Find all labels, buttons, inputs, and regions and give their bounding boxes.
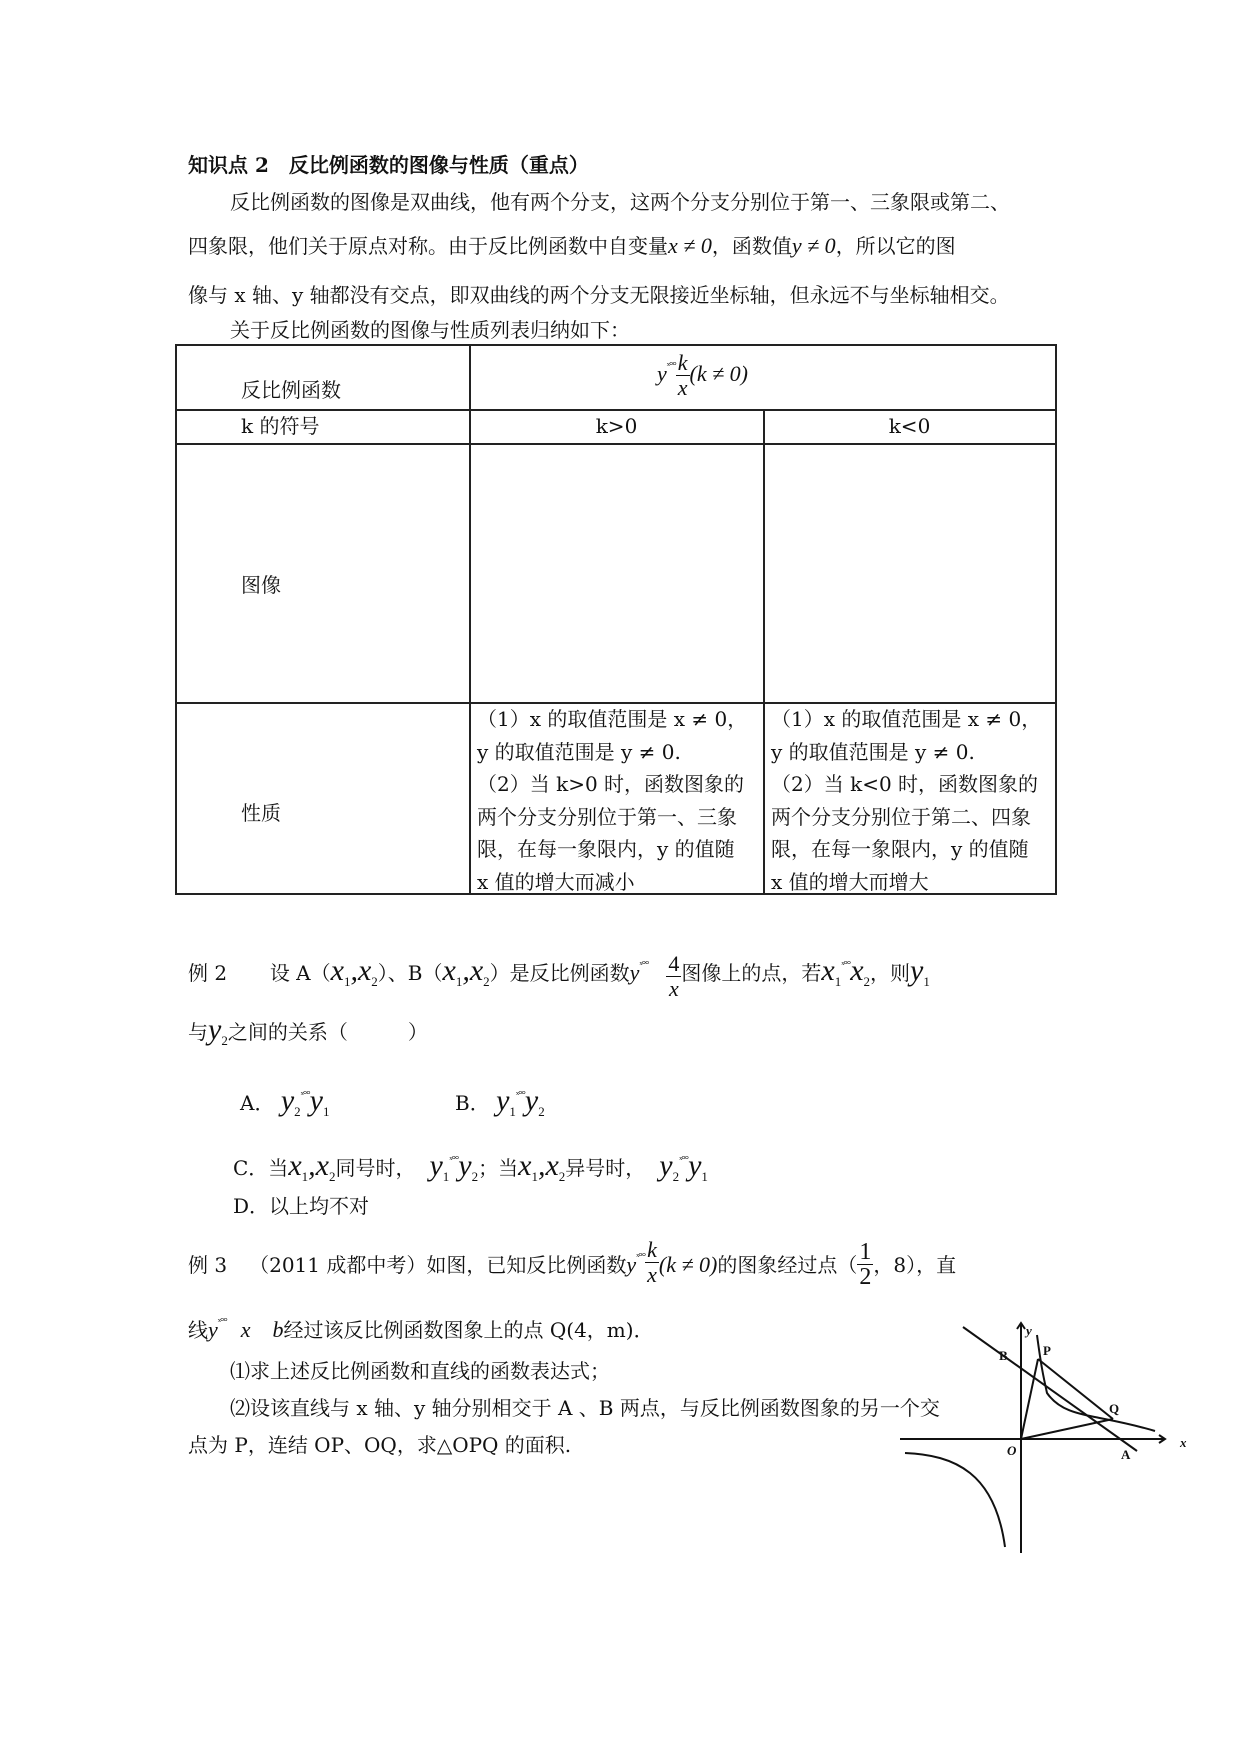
- ex2-function: $y^{ˣ^\circ^\circ}$ $\frac{4}{x}$: [629, 951, 680, 1001]
- prop-line: x 值的增大而减小: [477, 869, 635, 894]
- example-3-line-1: [188, 1232, 956, 1290]
- prop-line: y 的取值范围是 y ≠ 0.: [477, 739, 681, 764]
- fraction-half: $\frac{1}{2}$: [859, 1239, 872, 1290]
- example-3-line-2: 线$y^{ˣ^\circ^\circ}$ x b经过该反比例函数图象上的点 Q(4，m)．: [188, 1316, 654, 1342]
- example-2-line-1: [188, 945, 930, 1002]
- y2: $y_2$: [208, 1013, 228, 1048]
- ex2-text: 设 A（: [269, 961, 331, 985]
- option-b: B． $y_1^{ˣ^\circ^\circ}y_2$: [455, 1084, 545, 1119]
- garbled-glyph: ˣ°°: [666, 360, 676, 372]
- ex2-text: 之间的关系（ ）: [227, 1020, 428, 1044]
- question-1: ⑴求上述反比例函数和直线的函数表达式；: [230, 1359, 610, 1383]
- properties-table: [175, 344, 1057, 895]
- row-label-sign: k 的符号: [241, 414, 320, 438]
- prop-line: （2）当 k>0 时，函数图象的: [477, 772, 745, 796]
- ex3-text: 的图象经过点（: [717, 1253, 858, 1277]
- formula-y: y: [657, 361, 667, 386]
- frac-den: x: [677, 375, 688, 401]
- formula-condition: (k ≠ 0): [689, 361, 749, 386]
- hyperbola-figure: [895, 1315, 1200, 1555]
- label-p: P: [1043, 1343, 1051, 1358]
- x1: $x_1,x_2$: [330, 954, 378, 989]
- prop-line: （1）x 的取值范围是 x ≠ 0，: [771, 707, 1042, 731]
- intro-line-2: [188, 231, 956, 261]
- example-3-label: 例 3: [188, 1253, 228, 1277]
- header-k-negative: k<0: [888, 414, 931, 438]
- intro-text: ，所以它的图: [835, 234, 956, 258]
- ex2-text: 与: [188, 1020, 208, 1044]
- section-heading: 知识点 2 反比例函数的图像与性质（重点）: [188, 153, 589, 177]
- prop-line: y 的取值范围是 y ≠ 0.: [771, 739, 975, 764]
- frac-num: k: [677, 350, 688, 376]
- condition-x: x ≠ 0: [668, 233, 712, 258]
- intro-line-1: 反比例函数的图像是双曲线，他有两个分支，这两个分支分别位于第一、三象限或第二、: [230, 190, 1010, 214]
- header-k-positive: k>0: [595, 414, 638, 438]
- ex3-function: $y^{ˣ^\circ^\circ}$ $\frac{k}{x}$ (k ≠ 0): [626, 1237, 718, 1287]
- question-2-cont: 点为 P，连结 OP、OQ，求△OPQ 的面积.: [188, 1433, 572, 1457]
- x1-rel-x2: $x_1^{ˣ^\circ^\circ}x_2$: [821, 954, 871, 989]
- prop-line: 限，在每一象限内，y 的值随: [771, 837, 1029, 861]
- prop-line: （1）x 的取值范围是 x ≠ 0，: [477, 707, 748, 731]
- properties-k-negative: [771, 703, 1041, 898]
- intro-line-3: 像与 x 轴、y 轴都没有交点，即双曲线的两个分支无限接近坐标轴，但永远不与坐标轴相交。: [188, 283, 1010, 307]
- fraction-k-over-x: [676, 351, 690, 400]
- formula: [657, 350, 748, 400]
- question-2: ⑵设该直线与 x 轴、y 轴分别相交于 A 、B 两点，与反比例函数图象的另一个交: [230, 1396, 940, 1420]
- ex3-text: ，8），直: [873, 1253, 957, 1277]
- table-intro: 关于反比例函数的图像与性质列表归纳如下：: [230, 318, 630, 342]
- row-label-properties: 性质: [241, 801, 281, 825]
- intro-text: ，函数值: [711, 234, 792, 258]
- prop-line: 两个分支分别位于第一、三象: [477, 804, 737, 829]
- y1: $y_1$: [910, 954, 930, 989]
- prop-line: 限，在每一象限内，y 的值随: [477, 837, 735, 861]
- ex2-text: ）是反比例函数: [489, 961, 630, 985]
- x1-x2: $x_1,x_2$: [442, 954, 490, 989]
- hyperbola-branch-3: [905, 1453, 1005, 1547]
- properties-k-positive: [477, 703, 747, 898]
- condition-y: y ≠ 0: [791, 233, 836, 258]
- example-2-label: 例 2: [188, 961, 228, 985]
- prop-line: 两个分支分别位于第二、四象: [771, 804, 1031, 829]
- prop-line: （2）当 k<0 时，函数图象的: [771, 772, 1039, 796]
- intro-text: 四象限，他们关于原点对称。由于反比例函数中自变量: [188, 234, 668, 258]
- ex2-text: ，则: [870, 961, 911, 985]
- row-label-function: 反比例函数: [241, 378, 341, 402]
- option-c: C．当$x_1,x_2$同号时， $y_1^{ˣ^\circ^\circ}y_2$；当$x_1,x_2$异号时， $y_2^{ˣ^\circ^\circ}y_1$: [233, 1149, 708, 1184]
- label-b: B: [999, 1348, 1008, 1363]
- label-q: Q: [1109, 1401, 1120, 1416]
- label-o: O: [1007, 1443, 1017, 1458]
- option-a: A． $y_2^{ˣ^\circ^\circ}y_1$: [240, 1084, 330, 1119]
- option-d: D．以上均不对: [233, 1194, 370, 1218]
- ex2-text: 图像上的点，若: [681, 961, 822, 985]
- row-label-graph: 图像: [241, 573, 281, 597]
- prop-line: x 值的增大而增大: [771, 869, 929, 894]
- hyperbola-branch-1: [1037, 1335, 1155, 1431]
- example-2-line-2: [188, 1010, 428, 1061]
- label-y: y: [1026, 1323, 1032, 1338]
- ex2-text: ）、B（: [377, 961, 443, 985]
- label-x: x: [1180, 1435, 1187, 1450]
- ex3-text: （2011 成都中考）如图，已知反比例函数: [249, 1253, 627, 1277]
- segment-oq: [1021, 1419, 1113, 1439]
- label-a: A: [1121, 1447, 1131, 1462]
